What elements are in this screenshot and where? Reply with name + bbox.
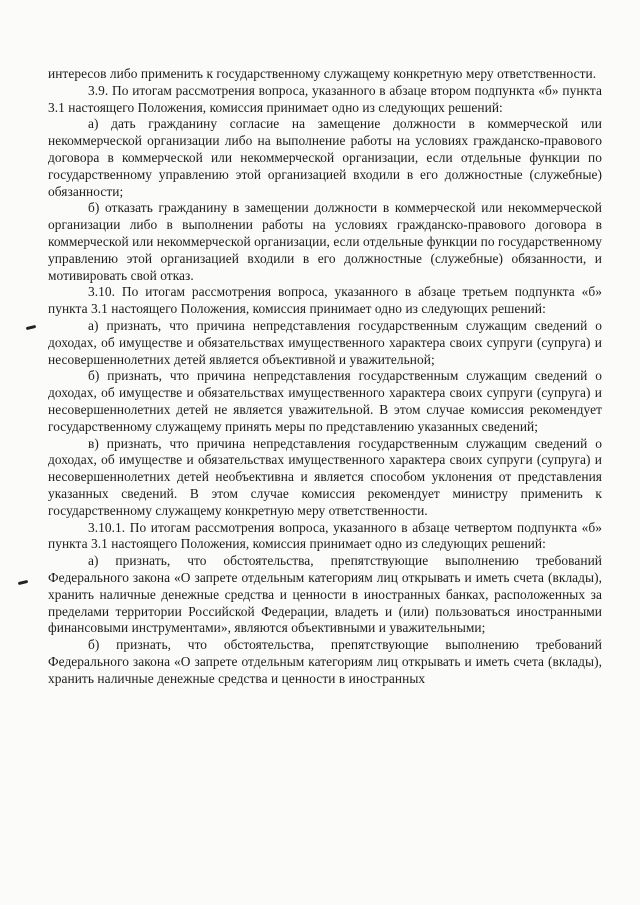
paragraph: а) признать, что причина непредставления государственным служащим сведений о доходах, об имуществе и обязательствах имущественного характера своих супруги (супруга) и несовершеннолетних детей является объективной и уважительной;	[48, 317, 602, 367]
paragraph: интересов либо применить к государственному служащему конкретную меру ответственности.	[48, 66, 597, 81]
paragraph: в) признать, что причина непредставления государственным служащим сведений о доходах, об имуществе и обязательствах имущественного характера своих супруги (супруга) и несовершеннолетних детей необъективна и является способом уклонения от представления указанных сведений. В этом случае комиссия рекомендует министру применить к государственному служащему конкретную меру ответственности.	[48, 435, 602, 518]
paragraph: б) признать, что причина непредставления государственным служащим сведений о доходах, об имуществе и обязательствах имущественного характера своих супруги (супруга) и несовершеннолетних детей не является уважительной. В этом случае комиссия рекомендует государственному служащему принять меры по представлению указанных сведений;	[48, 368, 602, 434]
paragraph: а) признать, что обстоятельства, препятствующие выполнению требований Федерального закона «О запрете отдельным категориям лиц открывать и иметь счета (вклады), хранить наличные денежные средства и ценности в иностранных банках, расположенных за пределами территории Российской Федерации, владеть и (или) пользоваться иностранными финансовыми инструментами», являются объективными и уважительными;	[48, 553, 602, 636]
scan-mark	[26, 325, 36, 330]
paragraph: а) дать гражданину согласие на замещение должности в коммерческой или некоммерческой организации либо на выполнение работы на условиях гражданско-правового договора в коммерческой или некоммерческой организации, если отдельные функции по государственному управлению этой организацией входили в его должностные (служебные) обязанности;	[48, 116, 602, 199]
paragraph: б) отказать гражданину в замещении должности в коммерческой или некоммерческой организации либо в выполнении работы на условиях гражданско-правового договора в коммерческой или некоммерческой организации, если отдельные функции по государственному управлению этой организацией входили в его должностные (служебные) обязанности, и мотивировать свой отказ.	[48, 200, 602, 283]
document-body	[48, 66, 602, 687]
paragraph: 3.10.1. По итогам рассмотрения вопроса, указанного в абзаце четвертом подпункта «б» пункта 3.1 настоящего Положения, комиссия принимает одно из следующих решений:	[48, 519, 602, 552]
paragraph: б) признать, что обстоятельства, препятствующие выполнению требований Федерального закона «О запрете отдельным категориям лиц открывать и иметь счета (вклады), хранить наличные денежные средства и ценности в иностранных	[48, 637, 602, 686]
scan-mark	[18, 580, 28, 585]
paragraph: 3.9. По итогам рассмотрения вопроса, указанного в абзаце втором подпункта «б» пункта 3.1 настоящего Положения, комиссия принимает одно из следующих решений:	[48, 82, 602, 115]
paragraph: 3.10. По итогам рассмотрения вопроса, указанного в абзаце третьем подпункта «б» пункта 3.1 настоящего Положения, комиссия принимает одно из следующих решений:	[48, 284, 602, 317]
